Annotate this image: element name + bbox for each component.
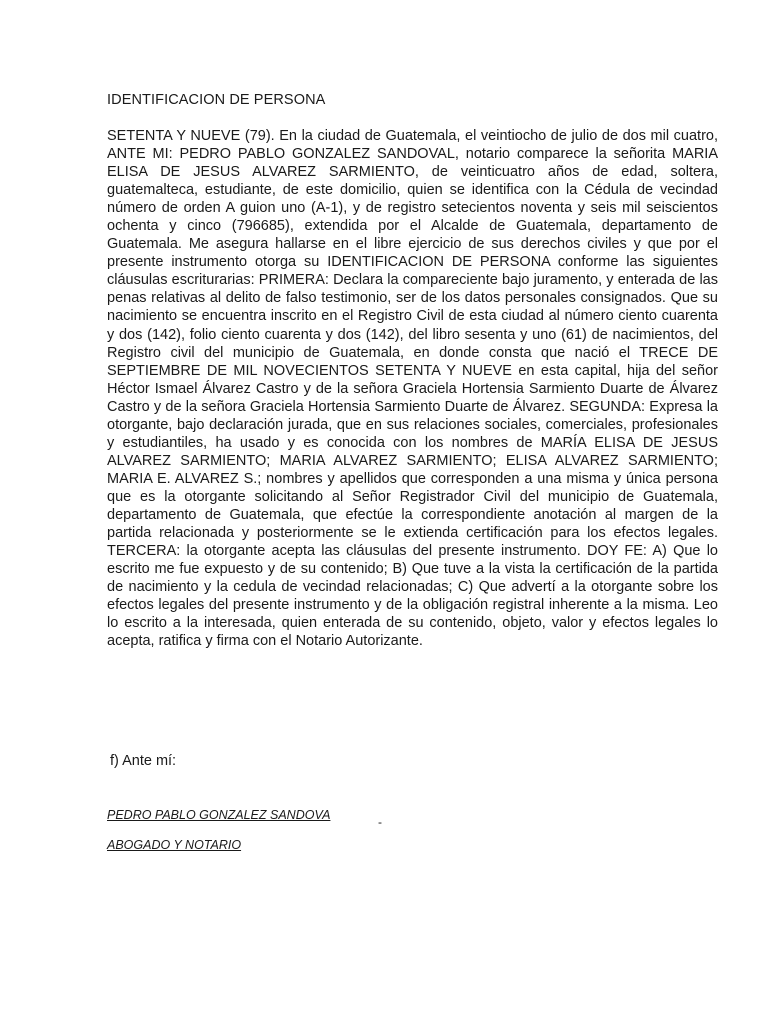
document-title: IDENTIFICACION DE PERSONA bbox=[107, 92, 326, 108]
ante-mi-line: f) Ante mí: bbox=[110, 753, 177, 769]
notary-signature-role: ABOGADO Y NOTARIO bbox=[107, 838, 242, 852]
document-body: SETENTA Y NUEVE (79). En la ciudad de Guatemala, el veintiocho de julio de dos mil cuatro, ANTE MI: PEDRO PABLO GONZALEZ SANDOVAL, notario comparece la señorita MARIA ELISA DE JESUS ALVAREZ SARMIENTO, de veinticuatro años de edad, soltera, guatemalteca, estudiante, de este domicilio, quien se identifica con la Cédula de vecindad número de orden A guion uno (A-1), y de registro setecientos noventa y seis mil seiscientos ochenta y cinco (796685), extendida por el Alcalde de Guatemala, departamento de Guatemala. Me asegura hallarse en el libre ejercicio de sus derechos civiles y que por el presente instrumento otorga su IDENTIFICACION DE PERSONA conforme las siguientes cláusulas escriturarias: PRIMERA: Declara la compareciente bajo juramento, y enterada de las penas relativas al delito de falso testimonio, ser de los datos personales consignados. Que su nacimiento se encuentra inscrito en el Registro Civil de esta ciudad al número ciento cuarenta y dos (142), folio ciento cuarenta y dos (142), del libro sesenta y uno (61) de nacimientos, del Registro civil del municipio de Guatemala, en donde consta que nació el TRECE DE SEPTIEMBRE DE MIL NOVECIENTOS SETENTA Y NUEVE en esta capital, hija del señor Héctor Ismael Álvarez Castro y de la señora Graciela Hortensia Sarmiento Duarte de Álvarez Castro y de la señora Graciela Hortensia Sarmiento Duarte de Álvarez. SEGUNDA: Expresa la otorgante, bajo declaración jurada, que en sus relaciones sociales, comerciales, profesionales y estudiantiles, ha usado y es conocida con los nombres de MARÍA ELISA DE JESUS ALVAREZ SARMIENTO; MARIA ALVAREZ SARMIENTO; ELISA ALVAREZ SARMIENTO; MARIA E. ALVAREZ S.; nombres y apellidos que corresponden a una misma y única persona que es la otorgante solicitando al Señor Registrador Civil del municipio de Guatemala, departamento de Guatemala, que efectúe la correspondiente anotación al margen de la partida relacionada y posteriormente se le extienda certificación para los efectos legales. TERCERA: la otorgante acepta las cláusulas del presente instrumento. DOY FE: A) Que lo escrito me fue expuesto y de su contenido; B) Que tuve a la vista la certificación de la partida de nacimiento y la cedula de vecindad relacionadas; C) Que advertí a la otorgante sobre los efectos legales del presente instrumento y de la obligación registral inherente a la misma. Leo lo escrito a la interesada, quien enterada de su contenido, objeto, valor y efectos legales lo acepta, ratifica y firma con el Notario Autorizante. bbox=[107, 128, 718, 650]
notary-signature-name: PEDRO PABLO GONZALEZ SANDOVA bbox=[107, 808, 331, 822]
stray-mark: - bbox=[378, 815, 382, 829]
